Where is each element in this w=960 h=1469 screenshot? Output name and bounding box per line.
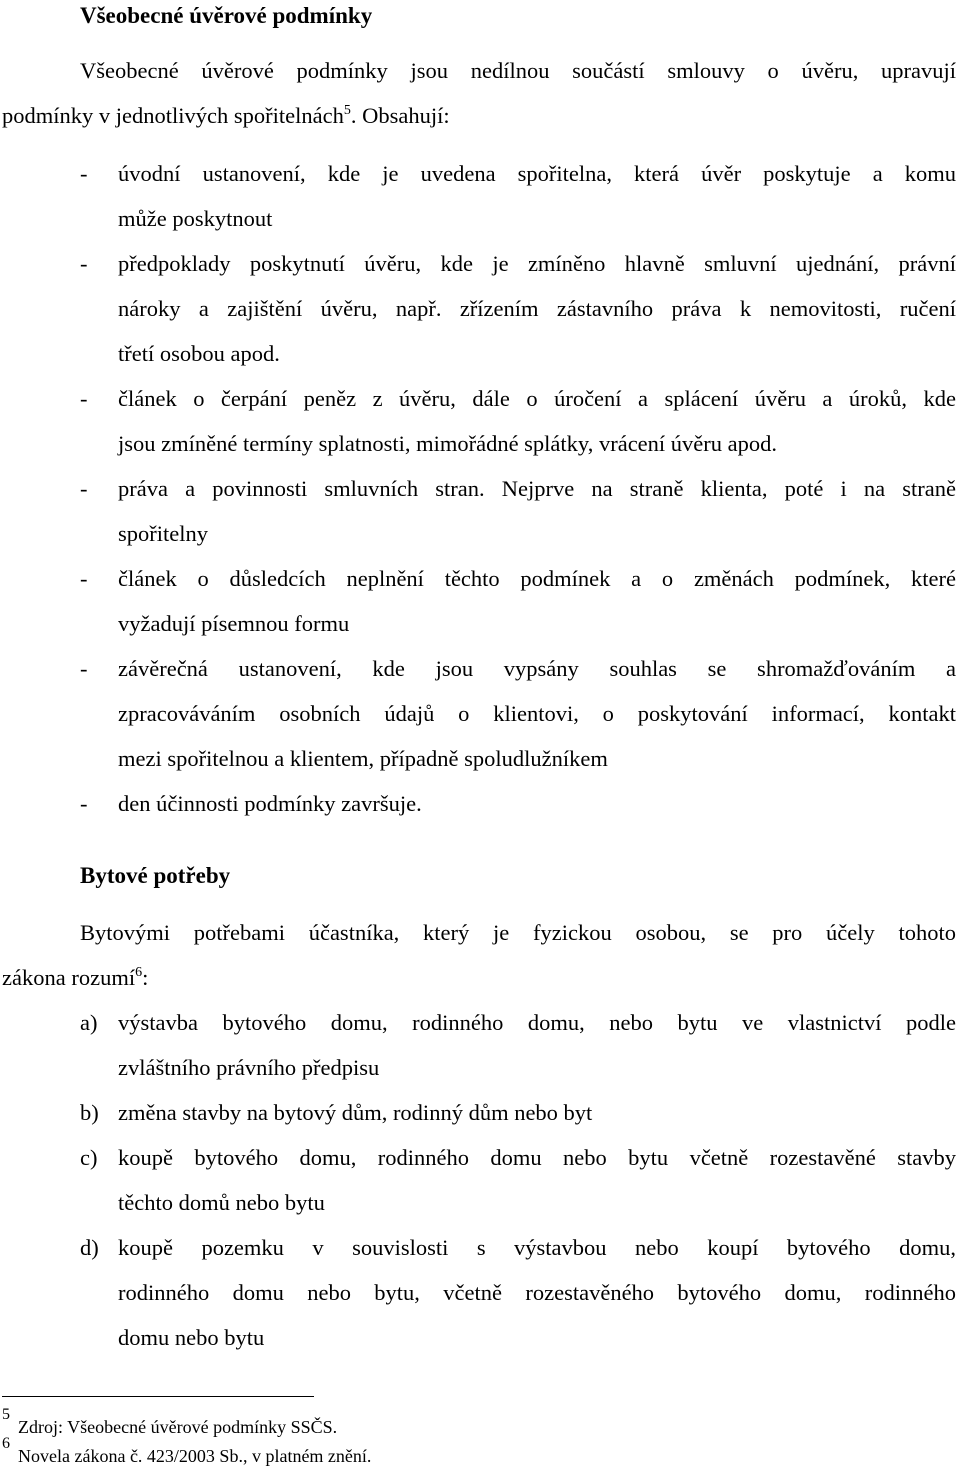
list-item-line: může poskytnout [118, 206, 273, 231]
list-marker: b) [80, 1100, 99, 1125]
list-marker: - [80, 566, 88, 591]
footnote-ref: 5 [343, 103, 351, 118]
list-marker: - [80, 791, 88, 816]
list-item-line: nároky a zajištění úvěru, např. zřízením zástavního práva k nemovitosti, ručení [118, 296, 956, 321]
section-heading-housing-needs: Bytové potřeby [80, 863, 231, 888]
list-marker: a) [80, 1010, 98, 1035]
paragraph-line [2, 967, 148, 990]
paragraph-line: Bytovými potřebami účastníka, který je fyzickou osobou, se pro účely tohoto [80, 920, 956, 945]
list-marker: - [80, 656, 88, 681]
list-item-line: zpracováváním osobních údajů o klientovi, o poskytování informací, kontakt [118, 701, 956, 726]
list-item-line: závěrečná ustanovení, kde jsou vypsány souhlas se shromažďováním a [118, 656, 956, 681]
list-marker: - [80, 476, 88, 501]
list-item-line: koupě pozemku v souvislosti s výstavbou nebo koupí bytového domu, [118, 1235, 956, 1260]
list-marker: - [80, 161, 88, 186]
list-item-line: jsou zmíněné termíny splatnosti, mimořádné splátky, vrácení úvěru apod. [118, 431, 778, 456]
list-item-line: zvláštního právního předpisu [118, 1055, 380, 1080]
paragraph-line [2, 105, 450, 128]
list-marker: c) [80, 1145, 98, 1170]
paragraph-line: Všeobecné úvěrové podmínky jsou nedílnou součástí smlouvy o úvěru, upravují [80, 58, 956, 83]
list-item-line: těchto domů nebo bytu [118, 1190, 325, 1215]
footnote-divider [2, 1396, 314, 1397]
list-item-line: koupě bytového domu, rodinného domu nebo bytu včetně rozestavěné stavby [118, 1145, 956, 1170]
list-marker: - [80, 386, 88, 411]
list-item-line: změna stavby na bytový dům, rodinný dům nebo byt [118, 1100, 593, 1125]
list-item-line: rodinného domu nebo bytu, včetně rozestavěného bytového domu, rodinného [118, 1280, 956, 1305]
list-item-line: domu nebo bytu [118, 1325, 265, 1350]
list-item-line: třetí osobou apod. [118, 341, 280, 366]
list-item-line: spořitelny [118, 521, 208, 546]
list-item-line: článek o důsledcích neplnění těchto podmínek a o změnách podmínek, které [118, 566, 956, 591]
paragraph-text: . Obsahují: [350, 103, 450, 128]
footnote-number: 5 [2, 1406, 10, 1423]
paragraph-text: : [142, 965, 149, 990]
footnote-number: 6 [2, 1435, 10, 1452]
list-item-line: vyžadují písemnou formu [118, 611, 350, 636]
list-item-line: předpoklady poskytnutí úvěru, kde je zmíněno hlavně smluvní ujednání, právní [118, 251, 956, 276]
list-item-line: práva a povinnosti smluvních stran. Nejprve na straně klienta, poté i na straně [118, 476, 956, 501]
list-item-line: článek o čerpání peněz z úvěru, dále o úročení a splácení úvěru a úroků, kde [118, 386, 956, 411]
section-heading-credit-conditions: Všeobecné úvěrové podmínky [80, 3, 373, 28]
list-marker: d) [80, 1235, 99, 1260]
list-item-line: den účinnosti podmínky završuje. [118, 791, 422, 816]
paragraph-text: podmínky v jednotlivých spořitelnách [2, 103, 344, 128]
list-item-line: výstavba bytového domu, rodinného domu, nebo bytu ve vlastnictví podle [118, 1010, 956, 1035]
footnote-text: Zdroj: Všeobecné úvěrové podmínky SSČS. [18, 1417, 338, 1437]
footnote-text: Novela zákona č. 423/2003 Sb., v platném znění. [18, 1446, 372, 1466]
list-item-line: mezi spořitelnou a klientem, případně spoludlužníkem [118, 746, 608, 771]
footnote-ref: 6 [135, 965, 143, 980]
list-item-line: úvodní ustanovení, kde je uvedena spořitelna, která úvěr poskytuje a komu [118, 161, 956, 186]
list-marker: - [80, 251, 88, 276]
paragraph-text: zákona rozumí [2, 965, 136, 990]
